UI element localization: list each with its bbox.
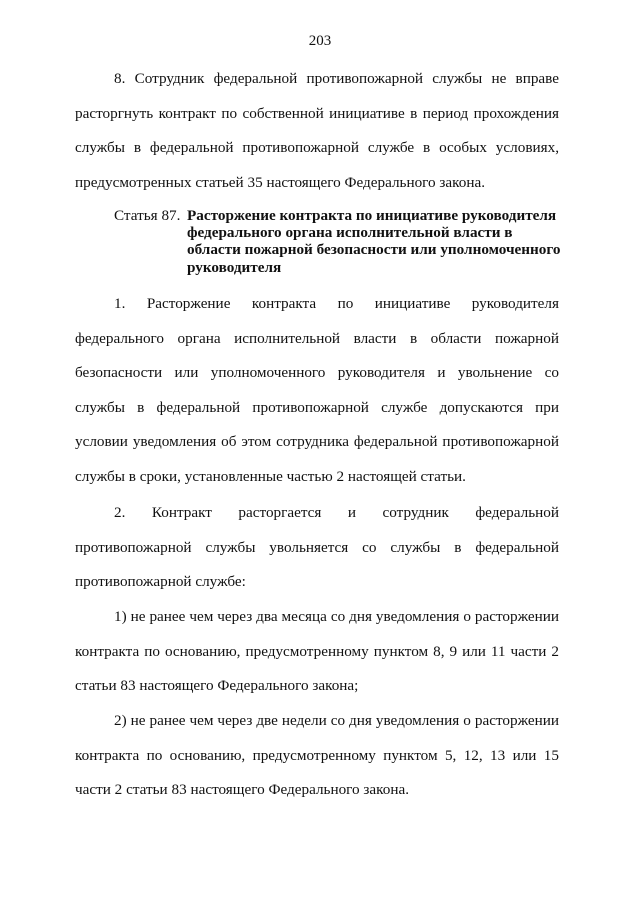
part-2-paragraph: 2. Контракт расторгается и сотрудник федеральной противопожарной службы увольняется со службы в федеральной противопожарной службе: bbox=[75, 504, 559, 590]
item-2-paragraph: 2) не ранее чем через две недели со дня уведомления о расторжении контракта по основанию, предусмотренному пунктом 5, 12, 13 или 15 части 2 статьи 83 настоящего Федерального закона. bbox=[75, 712, 559, 798]
page-number: 203 bbox=[308, 33, 332, 49]
article-title: Расторжение контракта по инициативе руководителя федерального органа исполнительной власти в области пожарной безопасности или уполномоченного руководителя bbox=[187, 207, 561, 276]
article-number: Статья 87. bbox=[114, 207, 181, 224]
part-1-paragraph: 1. Расторжение контракта по инициативе руководителя федерального органа исполнительной власти в области пожарной безопасности или уполномоченного руководителя и увольнение со службы в федеральной противопожарной службе допускаются при условии уведомления об этом сотрудника федеральной противопожарной службы в сроки, установленные частью 2 настоящей статьи. bbox=[75, 295, 559, 485]
paragraph-8: 8. Сотрудник федеральной противопожарной службы не вправе расторгнуть контракт по собственной инициативе в период прохождения службы в федеральной противопожарной службе в особых условиях, предусмотренных статьей 35 настоящего Федерального закона. bbox=[75, 70, 559, 191]
item-1-paragraph: 1) не ранее чем через два месяца со дня уведомления о расторжении контракта по основанию, предусмотренному пунктом 8, 9 или 11 части 2 статьи 83 настоящего Федерального закона; bbox=[75, 608, 559, 694]
